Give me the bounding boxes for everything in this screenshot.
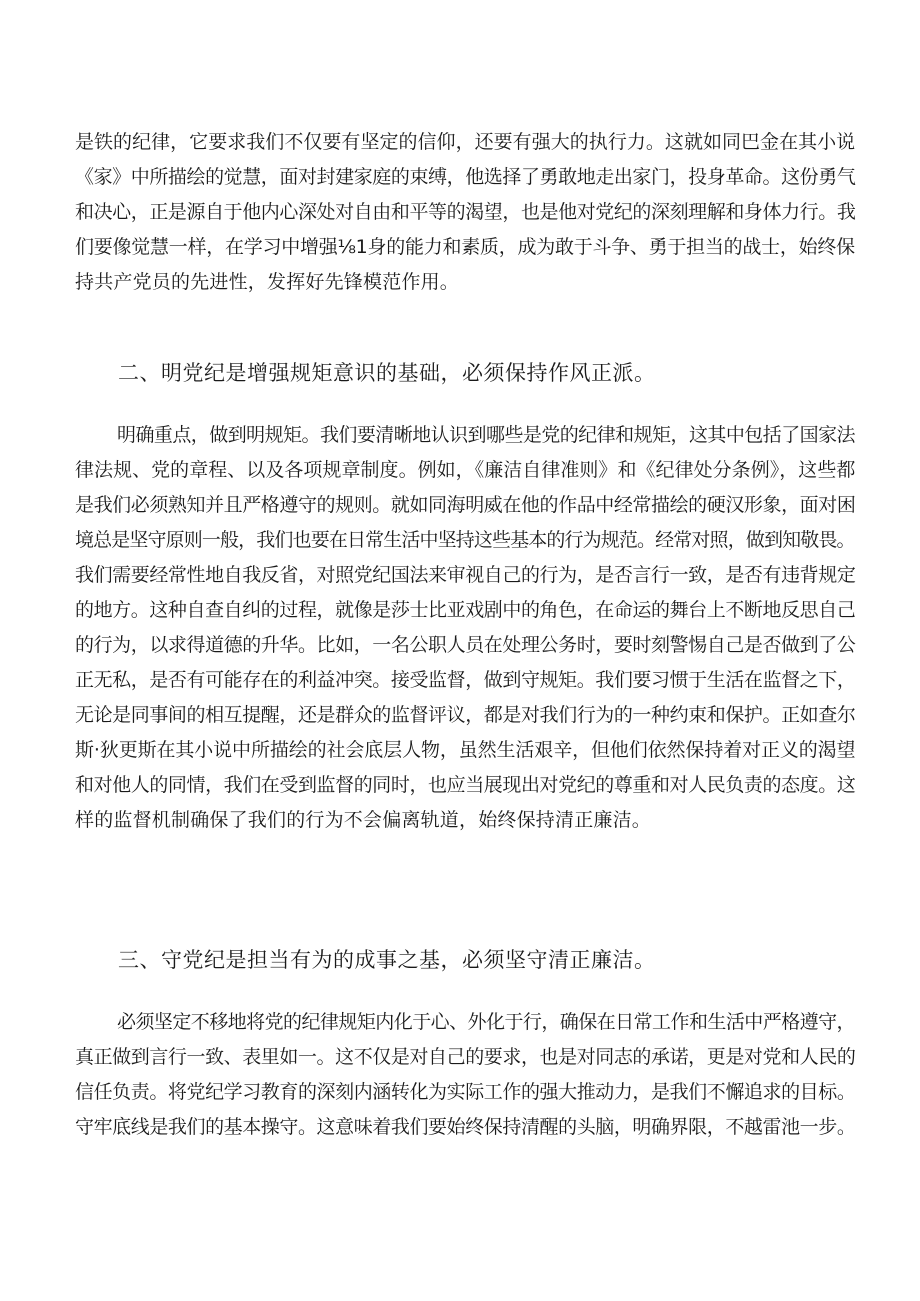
- text-line: 必须坚定不移地将党的纪律规矩内化于心、外化于行，确保在日常工作和生活中严格遵守，: [117, 1011, 856, 1033]
- text-line: 守牢底线是我们的基本操守。这意味着我们要始终保持清醒的头脑，明确界限，不越雷池一步。: [75, 1116, 856, 1138]
- text-line: 的地方。这种自查自纠的过程，就像是莎士比亚戏剧中的角色，在命运的舞台上不断地反思自己: [75, 599, 856, 621]
- text-line: 信任负责。将党纪学习教育的深刻内涵转化为实际工作的强大推动力，是我们不懈追求的目标。: [75, 1081, 856, 1103]
- section-heading-3: 三、守党纪是担当有为的成事之基，必须坚守清正廉洁。: [118, 948, 656, 972]
- text-line: 《家》中所描绘的觉慧，面对封建家庭的束缚，他选择了勇敢地走出家门，投身革命。这份勇气: [75, 166, 856, 188]
- text-line: 们要像觉慧一样，在学习中增强⅛1身的能力和素质，成为敢于斗争、勇于担当的战士，始终保: [75, 236, 855, 258]
- text-line: 正无私，是否有可能存在的利益冲突。接受监督，做到守规矩。我们要习惯于生活在监督之下，: [75, 669, 856, 691]
- text-line: 样的监督机制确保了我们的行为不会偏离轨道，始终保持清正廉洁。: [75, 809, 652, 831]
- text-line: 无论是同事间的相互提醒，还是群众的监督评议，都是对我们行为的一种约束和保护。正如查尔: [75, 704, 856, 726]
- text-line: 和决心，正是源自于他内心深处对自由和平等的渴望，也是他对党纪的深刻理解和身体力行。我: [75, 201, 856, 223]
- text-line: 境总是坚守原则一般，我们也要在日常生活中坚持这些基本的行为规范。经常对照，做到知敬畏。: [75, 529, 855, 551]
- text-line: 斯·狄更斯在其小说中所描绘的社会底层人物，虽然生活艰辛，但他们依然保持着对正义的渴望: [75, 739, 856, 761]
- text-line: 和对他人的同情，我们在受到监督的同时，也应当展现出对党纪的尊重和对人民负责的态度。这: [75, 774, 856, 796]
- text-line: 持共产党员的先进性，发挥好先锋模范作用。: [75, 271, 460, 293]
- paragraph-continuation: [75, 125, 855, 300]
- text-line: 的行为，以求得道德的升华。比如，一名公职人员在处理公务时，要时刻警惕自己是否做到了公: [75, 634, 856, 656]
- text-line: 我们需要经常性地自我反省，对照党纪国法来审视自己的行为，是否言行一致，是否有违背规定: [75, 564, 856, 586]
- paragraph-section-2: [75, 418, 855, 838]
- text-line: 真正做到言行一致、表里如一。这不仅是对自己的要求，也是对同志的承诺，更是对党和人民的: [75, 1046, 856, 1068]
- text-line: 明确重点，做到明规矩。我们要清晰地认识到哪些是党的纪律和规矩，这其中包括了国家法: [117, 424, 856, 446]
- section-heading-2: 二、明党纪是增强规矩意识的基础，必须保持作风正派。: [118, 361, 656, 385]
- paragraph-section-3: [75, 1005, 855, 1145]
- text-line: 律法规、党的章程、以及各项规章制度。例如，《廉洁自律准则》和《纪律处分条例》，这些都: [75, 459, 856, 481]
- text-line: 是铁的纪律，它要求我们不仅要有坚定的信仰，还要有强大的执行力。这就如同巴金在其小说: [75, 131, 856, 153]
- text-line: 是我们必须熟知并且严格遵守的规则。就如同海明威在他的作品中经常描绘的硬汉形象，面对困: [75, 494, 856, 516]
